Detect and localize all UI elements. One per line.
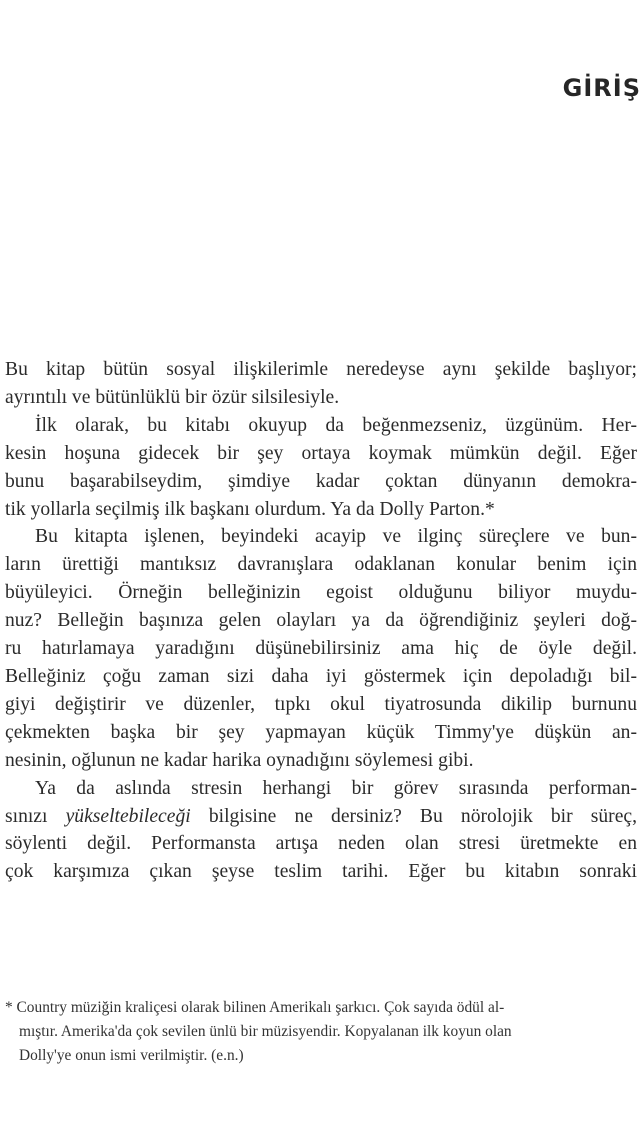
text-line: Belleğiniz çoğu zaman sizi daha iyi göstermek için depoladığı bil- bbox=[5, 665, 637, 687]
text-line: kesin hoşuna gidecek bir şey ortaya koymak mümkün değil. Eğer bbox=[5, 442, 637, 464]
text-line: ayrıntılı ve bütünlüklü bir özür silsilesiyle. bbox=[5, 386, 340, 408]
text-line: giyi değiştirir ve düzenler, tıpkı okul tiyatrosunda dikilip burnunu bbox=[5, 693, 637, 715]
text-line: nesinin, oğlunun ne kadar harika oynadığını söylemesi gibi. bbox=[5, 749, 474, 771]
text-line: İlk olarak, bu kitabı okuyup da beğenmezseniz, üzgünüm. Her- bbox=[35, 414, 637, 436]
text-line: nuz? Belleğin başınıza gelen olayları ya da öğrendiğiniz şeyleri doğ- bbox=[5, 610, 637, 632]
footnote-line: * Country müziğin kraliçesi olarak bilinen Amerikalı şarkıcı. Çok sayıda ödül al- bbox=[5, 999, 505, 1016]
text-line: Ya da aslında stresin herhangi bir görev sırasında performan- bbox=[35, 777, 637, 799]
text-segment: bilgisine ne dersiniz? Bu nörolojik bir süreç, bbox=[190, 805, 637, 827]
text-line: Bu kitap bütün sosyal ilişkilerimle neredeyse aynı şekilde başlıyor; bbox=[5, 359, 637, 380]
text-line: çok karşımıza çıkan şeyse teslim tarihi. Eğer bu kitabın sonraki bbox=[5, 861, 637, 883]
italic-word: yükseltebileceği bbox=[65, 805, 191, 827]
text-line: çekmekten başka bir şey yapmayan küçük Timmy'ye düşkün an- bbox=[5, 721, 637, 743]
text-line: ru hatırlamaya yaradığını düşünebilirsiniz ama hiç de öyle değil. bbox=[5, 638, 637, 660]
text-line: büyüleyici. Örneğin belleğinizin egoist olduğunu biliyor muydu- bbox=[5, 582, 637, 604]
text-line: bunu başarabilseydim, şimdiye kadar çoktan dünyanın demokra- bbox=[5, 470, 637, 492]
footnote bbox=[5, 996, 637, 1068]
text-line: tik yollarla seçilmiş ilk başkanı olurdum. Ya da Dolly Parton.* bbox=[5, 498, 495, 520]
text-line-with-italic bbox=[5, 803, 637, 831]
text-line: ların ürettiği mantıksız davranışlara odaklanan konular benim için bbox=[5, 554, 637, 576]
footnote-line: Dolly'ye onun ismi verilmiştir. (e.n.) bbox=[19, 1047, 244, 1064]
body-text bbox=[5, 356, 637, 886]
text-segment: sınızı bbox=[5, 805, 66, 827]
footnote-line: mıştır. Amerika'da çok sevilen ünlü bir müzisyendir. Kopyalanan ilk koyun olan bbox=[19, 1023, 512, 1040]
chapter-heading: GİRİŞ bbox=[562, 74, 641, 102]
text-line: söylenti değil. Performansta artışa neden olan stresi üretmekte en bbox=[5, 833, 637, 855]
text-line: Bu kitapta işlenen, beyindeki acayip ve ilginç süreçlere ve bun- bbox=[35, 526, 637, 548]
